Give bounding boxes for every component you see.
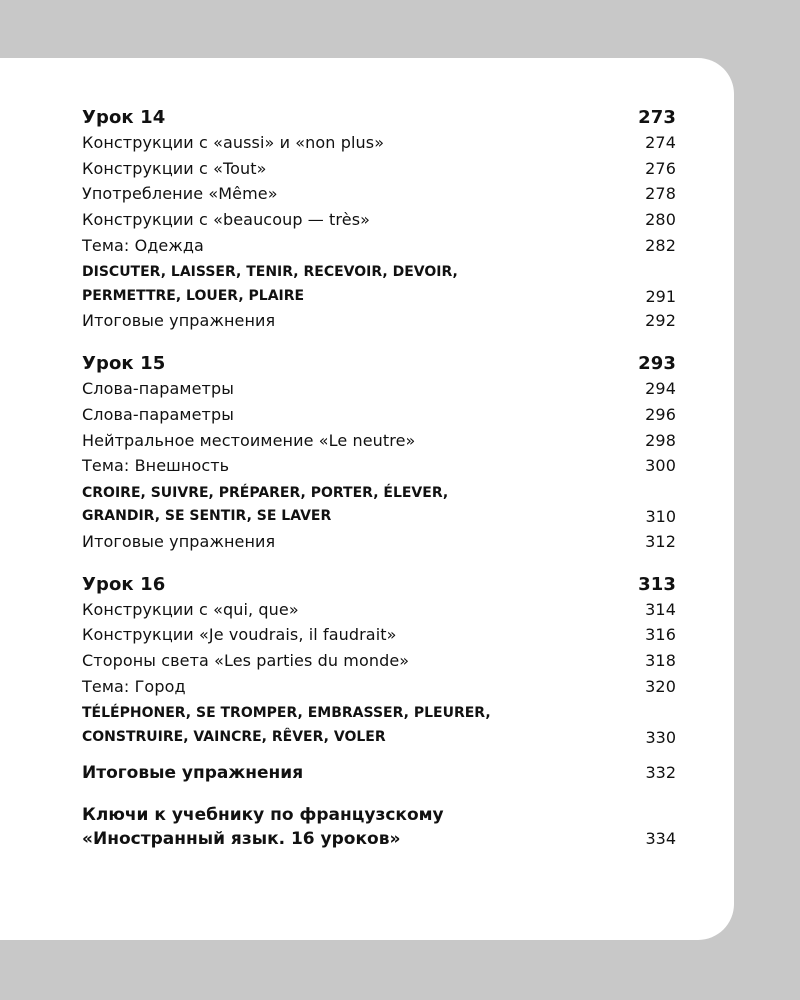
- keys-title-line: «Иностранный язык. 16 уроков»: [82, 829, 401, 850]
- keys-title: [82, 803, 444, 851]
- page-number: 316: [645, 625, 676, 645]
- table-of-contents: [82, 106, 676, 851]
- toc-entry-summary[interactable]: [82, 529, 676, 555]
- entry-title: Тема: Город: [82, 676, 186, 696]
- toc-entry[interactable]: [82, 233, 676, 259]
- entry-title: Конструкции с «Tout»: [82, 158, 267, 178]
- entry-title: Тема: Внешность: [82, 456, 230, 476]
- toc-entry[interactable]: [82, 597, 676, 623]
- entry-title: Слова-параметры: [82, 379, 234, 399]
- lesson-title: Урок 15: [82, 353, 166, 375]
- page-number: 312: [645, 531, 676, 551]
- page-number: 332: [645, 763, 676, 783]
- page-number: 318: [645, 650, 676, 670]
- verbs-line: TÉLÉPHONER, SE TROMPER, EMBRASSER, PLEURER,: [82, 705, 491, 722]
- entry-title: Конструкции с «beaucoup — très»: [82, 210, 371, 230]
- page-number: 273: [638, 107, 676, 128]
- lesson-heading[interactable]: [82, 106, 676, 130]
- toc-entry[interactable]: [82, 453, 676, 479]
- lesson-title: Урок 16: [82, 573, 166, 595]
- page-number: 274: [645, 133, 676, 152]
- page-number: 278: [645, 184, 676, 204]
- entry-title: Нейтральное местоимение «Le neutre»: [82, 430, 416, 450]
- verbs-list: [82, 261, 458, 308]
- page-number: 293: [638, 353, 676, 375]
- page-number: 276: [645, 158, 676, 178]
- verbs-list: [82, 702, 491, 749]
- entry-title: Конструкции с «qui, que»: [82, 599, 299, 619]
- page-number: 296: [645, 404, 676, 424]
- verbs-entry[interactable]: [82, 261, 676, 308]
- page-number: 291: [645, 286, 676, 306]
- verbs-list: [82, 482, 448, 529]
- toc-entry[interactable]: [82, 207, 676, 233]
- page-number: 280: [645, 210, 676, 230]
- lesson-heading[interactable]: [82, 573, 676, 597]
- entry-title: Итоговые упражнения: [82, 763, 304, 784]
- toc-entry[interactable]: [82, 181, 676, 207]
- verbs-entry[interactable]: [82, 482, 676, 529]
- verbs-entry[interactable]: [82, 702, 676, 749]
- page-number: 314: [645, 599, 676, 619]
- page-number: 310: [645, 507, 676, 527]
- toc-entry[interactable]: [82, 428, 676, 454]
- toc-entry[interactable]: [82, 648, 676, 674]
- page-number: 282: [645, 235, 676, 255]
- entry-title: Стороны света «Les parties du monde»: [82, 650, 410, 670]
- answer-keys-entry[interactable]: [82, 803, 676, 851]
- lesson-16-section: [82, 573, 676, 750]
- lesson-heading[interactable]: [82, 352, 676, 376]
- verbs-line: CONSTRUIRE, VAINCRE, RÊVER, VOLER: [82, 728, 386, 745]
- toc-entry-summary[interactable]: [82, 308, 676, 334]
- page-number: 300: [645, 456, 676, 476]
- page-number: 334: [645, 829, 676, 849]
- keys-title-line: Ключи к учебнику по французскому: [82, 805, 444, 826]
- toc-entry[interactable]: [82, 130, 676, 156]
- lesson-14-section: [82, 106, 676, 334]
- entry-title: Слова-параметры: [82, 404, 234, 424]
- entry-title: Конструкции с «aussi» и «non plus»: [82, 133, 385, 152]
- entry-title: Употребление «Même»: [82, 184, 278, 204]
- page-number: 294: [645, 379, 676, 399]
- toc-entry[interactable]: [82, 376, 676, 402]
- toc-entry[interactable]: [82, 622, 676, 648]
- page-sheet: [0, 58, 734, 940]
- toc-entry[interactable]: [82, 674, 676, 700]
- page-number: 320: [645, 676, 676, 696]
- entry-title: Итоговые упражнения: [82, 531, 276, 551]
- entry-title: Тема: Одежда: [82, 235, 204, 255]
- lesson-15-section: [82, 352, 676, 554]
- entry-title: Конструкции «Je voudrais, il faudrait»: [82, 625, 397, 645]
- final-exercises-entry[interactable]: [82, 763, 676, 793]
- page-number: 313: [638, 573, 676, 595]
- verbs-line: GRANDIR, SE SENTIR, SE LAVER: [82, 508, 332, 525]
- toc-entry[interactable]: [82, 402, 676, 428]
- lesson-title: Урок 14: [82, 107, 166, 128]
- page-number: 330: [645, 727, 676, 747]
- page-number: 292: [645, 311, 676, 331]
- verbs-line: DISCUTER, LAISSER, TENIR, RECEVOIR, DEVOIR,: [82, 264, 458, 281]
- verbs-line: PERMETTRE, LOUER, PLAIRE: [82, 287, 305, 304]
- toc-entry[interactable]: [82, 156, 676, 182]
- verbs-line: CROIRE, SUIVRE, PRÉPARER, PORTER, ÉLEVER,: [82, 484, 449, 501]
- page-number: 298: [645, 430, 676, 450]
- entry-title: Итоговые упражнения: [82, 311, 276, 331]
